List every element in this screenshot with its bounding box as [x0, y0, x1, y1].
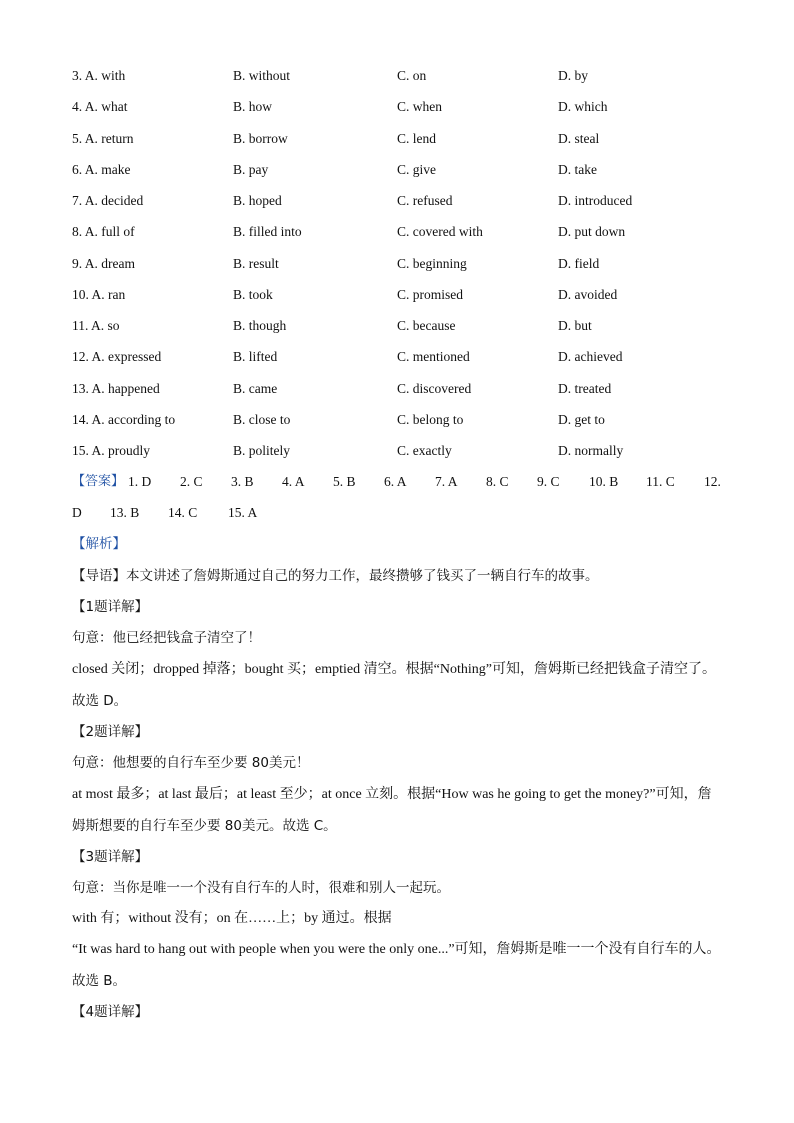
option-a: 10. A. ran — [72, 286, 126, 302]
option-a: 8. A. full of — [72, 224, 135, 240]
detail-3-sentence: 句意：当你是唯一一个没有自行车的人时，很难和别人一起玩。 — [72, 880, 450, 896]
answer-item: 1. D — [128, 474, 152, 489]
answer-item: 15. A — [228, 505, 258, 520]
answer-item: 9. C — [537, 474, 560, 489]
option-d: D. by — [558, 68, 588, 83]
question-row — [0, 410, 794, 430]
option-c: C. because — [397, 318, 456, 333]
question-row — [0, 222, 794, 242]
question-row — [0, 285, 794, 305]
answer-item: 2. C — [180, 474, 203, 489]
option-c: C. beginning — [397, 255, 467, 271]
option-c: C. exactly — [397, 443, 452, 458]
option-b: B. took — [233, 286, 273, 302]
question-row — [0, 160, 794, 180]
option-d: D. put down — [558, 224, 626, 240]
answer-item: 11. C — [646, 474, 675, 489]
answer-item: 5. B — [333, 474, 356, 489]
detail-2-title: 【2题详解】 — [72, 724, 149, 740]
option-b: B. without — [233, 68, 291, 83]
option-b: B. lifted — [233, 349, 278, 365]
option-a: 12. A. expressed — [72, 349, 162, 365]
detail-4-title: 【4题详解】 — [72, 1004, 149, 1020]
option-b: B. pay — [233, 161, 269, 177]
detail-3-explain-1: with 有；without 没有；on 在……上；by 通过。根据 — [72, 911, 392, 926]
answer-item: 12. — [704, 474, 721, 489]
option-c: C. when — [397, 99, 442, 115]
question-row — [0, 347, 794, 367]
answer-item: 7. A — [435, 474, 458, 489]
answer-item: 3. B — [231, 474, 254, 489]
option-d: D. but — [558, 318, 592, 333]
option-b: B. close to — [233, 411, 291, 427]
question-row — [0, 66, 794, 86]
answer-row-1 — [0, 472, 794, 492]
option-a: 15. A. proudly — [72, 443, 151, 458]
option-d: D. avoided — [558, 286, 618, 302]
option-c: C. mentioned — [397, 349, 470, 365]
detail-3-explain-2: “It was hard to hang out with people when you were the only one...”可知，詹姆斯是唯一一个没有自行车的人。 — [72, 942, 721, 957]
option-c: C. on — [397, 68, 427, 83]
question-row — [0, 129, 794, 149]
option-c: C. refused — [397, 193, 453, 208]
option-b: B. borrow — [233, 130, 288, 146]
option-d: D. field — [558, 255, 600, 271]
option-a: 7. A. decided — [72, 193, 144, 208]
option-d: D. take — [558, 161, 597, 177]
answer-item: 8. C — [486, 474, 509, 489]
detail-3-choice: 故选 B。 — [72, 973, 127, 989]
option-a: 9. A. dream — [72, 255, 135, 271]
option-c: C. give — [397, 161, 436, 177]
intro-text: 【导语】本文讲述了詹姆斯通过自己的努力工作，最终攒够了钱买了一辆自行车的故事。 — [72, 568, 599, 584]
analysis-label: 【解析】 — [72, 536, 126, 552]
option-d: D. get to — [558, 411, 605, 427]
detail-3-title: 【3题详解】 — [72, 849, 149, 865]
option-b: B. though — [233, 318, 287, 333]
option-a: 11. A. so — [72, 318, 120, 333]
option-b: B. how — [233, 99, 273, 115]
answer-row-2 — [0, 503, 794, 523]
question-row — [0, 441, 794, 461]
option-a: 4. A. what — [72, 99, 128, 115]
option-d: D. normally — [558, 443, 624, 458]
option-b: B. filled into — [233, 224, 302, 240]
question-row — [0, 316, 794, 336]
answer-item: D — [72, 505, 82, 520]
option-b: B. result — [233, 255, 279, 271]
option-c: C. covered with — [397, 224, 483, 240]
option-b: B. hoped — [233, 193, 282, 208]
answer-item: 4. A — [282, 474, 305, 489]
detail-1-title: 【1题详解】 — [72, 599, 149, 615]
detail-2-explain-1: at most 最多；at last 最后；at least 至少；at once 立刻。根据“How was he going to get the money?”可知，詹 — [72, 787, 712, 802]
option-d: D. achieved — [558, 349, 623, 365]
option-c: C. lend — [397, 130, 436, 146]
option-d: D. treated — [558, 380, 612, 396]
option-c: C. promised — [397, 286, 463, 302]
detail-1-explain: closed 关闭；dropped 掉落；bought 买；emptied 清空。根据“Nothing”可知，詹姆斯已经把钱盒子清空了。 — [72, 662, 716, 677]
option-a: 6. A. make — [72, 161, 131, 177]
answer-item: 14. C — [168, 505, 198, 520]
option-a: 3. A. with — [72, 68, 126, 83]
question-row — [0, 97, 794, 117]
option-a: 13. A. happened — [72, 380, 160, 396]
answer-item: 13. B — [110, 505, 140, 520]
option-d: D. steal — [558, 130, 600, 146]
option-a: 5. A. return — [72, 130, 134, 146]
detail-1-choice: 故选 D。 — [72, 693, 128, 709]
answer-item: 10. B — [589, 474, 619, 489]
detail-1-sentence: 句意：他已经把钱盒子清空了！ — [72, 630, 261, 646]
question-row — [0, 254, 794, 274]
question-row — [0, 379, 794, 399]
detail-2-explain-2: 姆斯想要的自行车至少要 80美元。故选 C。 — [72, 818, 337, 834]
answer-item: 6. A — [384, 474, 407, 489]
question-row — [0, 191, 794, 211]
option-d: D. which — [558, 99, 608, 115]
answer-label: 【答案】 — [72, 474, 125, 489]
option-a: 14. A. according to — [72, 411, 176, 427]
option-c: C. discovered — [397, 380, 472, 396]
detail-2-sentence: 句意：他想要的自行车至少要 80美元！ — [72, 755, 310, 771]
option-b: B. came — [233, 380, 278, 396]
option-d: D. introduced — [558, 193, 633, 208]
option-c: C. belong to — [397, 411, 464, 427]
option-b: B. politely — [233, 443, 290, 458]
